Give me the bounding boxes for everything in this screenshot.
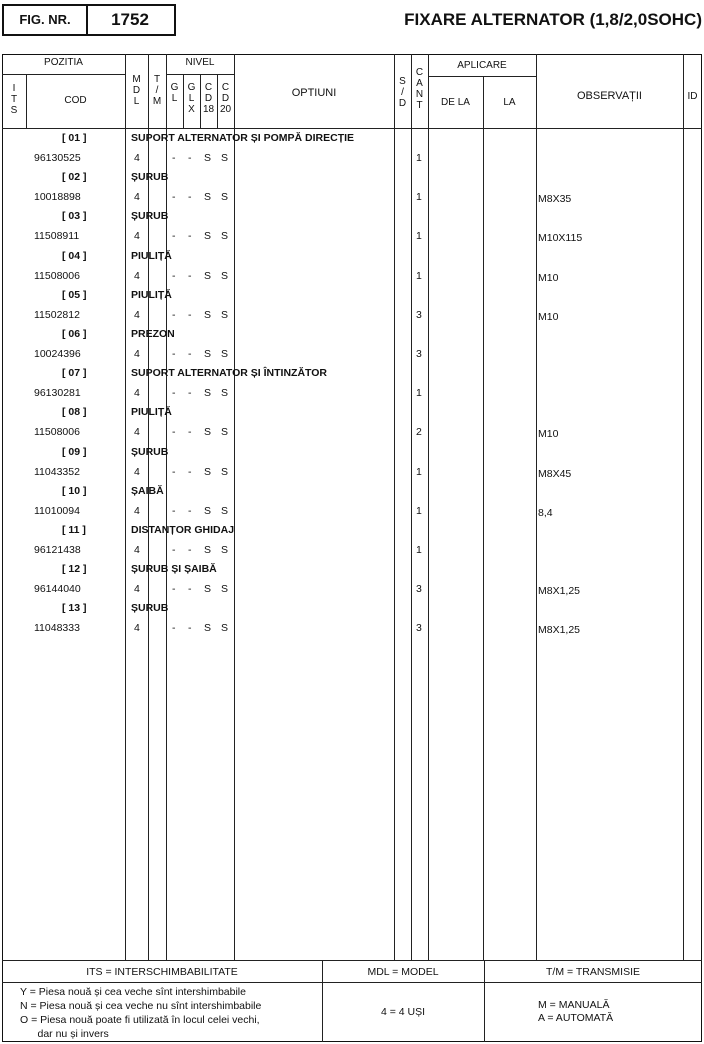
part-name: SUPORT ALTERNATOR ȘI ÎNTINZĂTOR: [131, 367, 327, 380]
header-glx: G L X: [187, 82, 196, 115]
level-glx: -: [188, 308, 192, 321]
part-code: 11048333: [34, 622, 80, 635]
level-gl: -: [172, 622, 176, 635]
level-cd18: S: [204, 622, 212, 635]
legend-its-title: ITS = INTERSCHIMBABILITATE: [86, 966, 238, 978]
level-glx: -: [188, 504, 192, 517]
header-nivel: NIVEL: [185, 57, 215, 68]
position-number: [ 04 ]: [62, 249, 87, 262]
observation: M10X115: [538, 232, 583, 245]
model-value: 4: [134, 230, 140, 243]
part-code: 11508006: [34, 426, 80, 439]
level-gl: -: [172, 230, 176, 243]
grid-line: [428, 54, 429, 960]
model-value: 4: [134, 583, 140, 596]
header-cd20: C D 20: [219, 82, 232, 115]
position-number: [ 01 ]: [62, 132, 87, 144]
quantity: 1: [416, 504, 422, 517]
part-name: PREZON: [131, 328, 175, 340]
quantity: 1: [416, 191, 422, 204]
header-optiuni: OPTIUNI: [291, 87, 337, 99]
grid-line: [683, 54, 684, 960]
grid-line: [2, 960, 702, 961]
model-value: 4: [134, 544, 140, 556]
grid-line: [394, 54, 395, 960]
model-value: 4: [134, 152, 140, 164]
observation: M8X1,25: [538, 585, 581, 598]
level-cd18: S: [204, 191, 212, 204]
grid-line: [2, 74, 125, 75]
header-cant: C A N T: [415, 67, 424, 111]
header-cod: COD: [64, 95, 87, 106]
quantity: 1: [416, 152, 422, 164]
header-pozitia: POZITIA: [44, 57, 83, 68]
level-gl: -: [172, 308, 176, 321]
part-name: PIULIȚĂ: [131, 249, 172, 262]
level-gl: -: [172, 152, 176, 164]
quantity: 1: [416, 544, 422, 556]
level-glx: -: [188, 152, 192, 164]
legend-tm-line: M = MANUALĂ: [538, 999, 610, 1011]
position-number: [ 13 ]: [62, 602, 87, 615]
level-cd18: S: [204, 387, 212, 400]
legend-mdl-title: MDL = MODEL: [367, 966, 439, 978]
level-cd20: S: [221, 544, 229, 556]
part-code: 11502812: [34, 308, 80, 321]
observation: M8X35: [538, 193, 572, 206]
grid-line: [483, 76, 484, 960]
grid-line: [234, 54, 235, 960]
parts-table-frame: [2, 54, 702, 1042]
legend-mdl-value: 4 = 4 UȘI: [380, 1006, 426, 1018]
level-cd20: S: [221, 583, 229, 596]
part-code: 96130525: [34, 152, 81, 164]
legend-its-line: dar nu și invers: [20, 1028, 109, 1040]
part-name: PIULIȚĂ: [131, 406, 172, 419]
level-cd20: S: [221, 504, 229, 517]
level-glx: -: [188, 230, 192, 243]
part-name: DISTANȚOR GHIDAJ: [131, 524, 235, 536]
position-number: [ 05 ]: [62, 288, 87, 301]
level-glx: -: [188, 465, 192, 478]
level-glx: -: [188, 348, 192, 360]
position-number: [ 10 ]: [62, 484, 87, 497]
part-name: ȘURUB: [131, 210, 169, 223]
level-cd20: S: [221, 191, 229, 204]
position-number: [ 09 ]: [62, 445, 87, 458]
position-number: [ 02 ]: [62, 171, 87, 184]
quantity: 3: [416, 348, 422, 360]
part-code: 10018898: [34, 191, 81, 204]
grid-line: [166, 54, 167, 960]
grid-line: [2, 982, 702, 983]
page-title: FIXARE ALTERNATOR (1,8/2,0SOHC): [404, 10, 702, 29]
grid-line: [125, 54, 126, 960]
quantity: 3: [416, 622, 422, 635]
legend-tm-title: T/M = TRANSMISIE: [545, 966, 641, 978]
header-its: I T S: [10, 83, 18, 116]
observation: M10: [538, 310, 559, 323]
position-number: [ 08 ]: [62, 406, 87, 419]
model-value: 4: [134, 465, 140, 478]
legend-tm-line: A = AUTOMATĂ: [538, 1012, 614, 1024]
level-cd18: S: [204, 504, 212, 517]
level-cd20: S: [221, 387, 229, 400]
position-number: [ 06 ]: [62, 328, 87, 340]
model-value: 4: [134, 387, 140, 400]
level-cd20: S: [221, 465, 229, 478]
quantity: 1: [416, 269, 422, 282]
part-name: ȘURUB ȘI ȘAIBĂ: [131, 563, 217, 576]
level-glx: -: [188, 191, 192, 204]
model-value: 4: [134, 308, 140, 321]
model-value: 4: [134, 622, 140, 635]
model-value: 4: [134, 426, 140, 439]
observation: M10: [538, 271, 559, 284]
level-gl: -: [172, 426, 176, 439]
level-cd20: S: [221, 269, 229, 282]
part-code: 96130281: [34, 387, 81, 400]
header-aplicare: APLICARE: [457, 60, 507, 71]
part-name: ȘURUB: [131, 445, 169, 458]
position-number: [ 03 ]: [62, 210, 87, 223]
position-number: [ 12 ]: [62, 563, 87, 576]
level-cd18: S: [204, 308, 212, 321]
level-cd18: S: [204, 269, 212, 282]
figure-number: 1752: [111, 10, 149, 29]
header-observatii: OBSERVAȚII: [576, 90, 642, 102]
quantity: 1: [416, 465, 422, 478]
part-code: 11508006: [34, 269, 80, 282]
level-cd20: S: [221, 308, 229, 321]
model-value: 4: [134, 504, 140, 517]
part-code: 11043352: [34, 465, 80, 478]
position-number: [ 07 ]: [62, 367, 87, 380]
part-code: 96144040: [34, 583, 81, 596]
part-name: ȘURUB: [131, 171, 169, 184]
level-gl: -: [172, 544, 176, 556]
quantity: 1: [416, 230, 422, 243]
header-cd18: C D 18: [202, 82, 215, 115]
grid-line: [428, 76, 536, 77]
observation: M10: [538, 428, 559, 441]
level-cd18: S: [204, 544, 212, 556]
grid-line: [2, 128, 702, 129]
header-sd: S / D: [398, 76, 407, 109]
level-cd20: S: [221, 230, 229, 243]
position-number: [ 11 ]: [62, 524, 86, 536]
legend-its-line: O = Piesa nouă poate fi utilizată în locul celei vechi,: [20, 1014, 260, 1026]
model-value: 4: [134, 269, 140, 282]
level-glx: -: [188, 426, 192, 439]
legend-its-line: Y = Piesa nouă și cea veche sînt intershimbabile: [20, 986, 246, 998]
level-glx: -: [188, 622, 192, 635]
quantity: 1: [416, 387, 422, 400]
grid-line: [148, 54, 149, 960]
model-value: 4: [134, 348, 140, 360]
part-code: 11508911: [34, 230, 80, 243]
part-name: ȘURUB: [131, 602, 169, 615]
level-cd18: S: [204, 465, 212, 478]
part-code: 11010094: [34, 504, 80, 517]
level-cd18: S: [204, 152, 212, 164]
level-cd20: S: [221, 622, 229, 635]
level-gl: -: [172, 348, 176, 360]
figure-label: FIG. NR.: [4, 6, 88, 34]
level-cd20: S: [221, 348, 229, 360]
header-gl: G L: [170, 82, 179, 104]
header-id: ID: [687, 91, 698, 102]
part-name: PIULIȚĂ: [131, 288, 172, 301]
level-cd20: S: [221, 152, 229, 164]
header-la: LA: [503, 97, 516, 108]
observation: 8,4: [538, 506, 553, 519]
grid-line: [411, 54, 412, 960]
header-tm: T / M: [152, 74, 162, 107]
quantity: 3: [416, 583, 422, 596]
level-gl: -: [172, 269, 176, 282]
header-de-la: DE LA: [441, 97, 470, 108]
level-cd20: S: [221, 426, 229, 439]
part-code: 96121438: [34, 544, 81, 556]
level-cd18: S: [204, 348, 212, 360]
figure-number-box: [2, 4, 176, 36]
part-code: 10024396: [34, 348, 81, 360]
part-name: SUPORT ALTERNATOR ȘI POMPĂ DIRECȚIE: [131, 132, 355, 144]
level-gl: -: [172, 504, 176, 517]
level-cd18: S: [204, 583, 212, 596]
level-gl: -: [172, 387, 176, 400]
level-glx: -: [188, 387, 192, 400]
part-name: ȘAIBĂ: [131, 484, 164, 497]
quantity: 2: [416, 426, 422, 439]
header-mdl: M D L: [132, 74, 141, 107]
level-glx: -: [188, 269, 192, 282]
legend-its-line: N = Piesa nouă și cea veche nu sînt intershimbabile: [20, 1000, 262, 1012]
observation: M8X1,25: [538, 624, 581, 637]
level-cd18: S: [204, 230, 212, 243]
level-glx: -: [188, 544, 192, 556]
level-gl: -: [172, 465, 176, 478]
level-cd18: S: [204, 426, 212, 439]
model-value: 4: [134, 191, 140, 204]
grid-line: [536, 54, 537, 960]
level-glx: -: [188, 583, 192, 596]
level-gl: -: [172, 191, 176, 204]
level-gl: -: [172, 583, 176, 596]
observation: M8X45: [538, 467, 572, 480]
quantity: 3: [416, 308, 422, 321]
